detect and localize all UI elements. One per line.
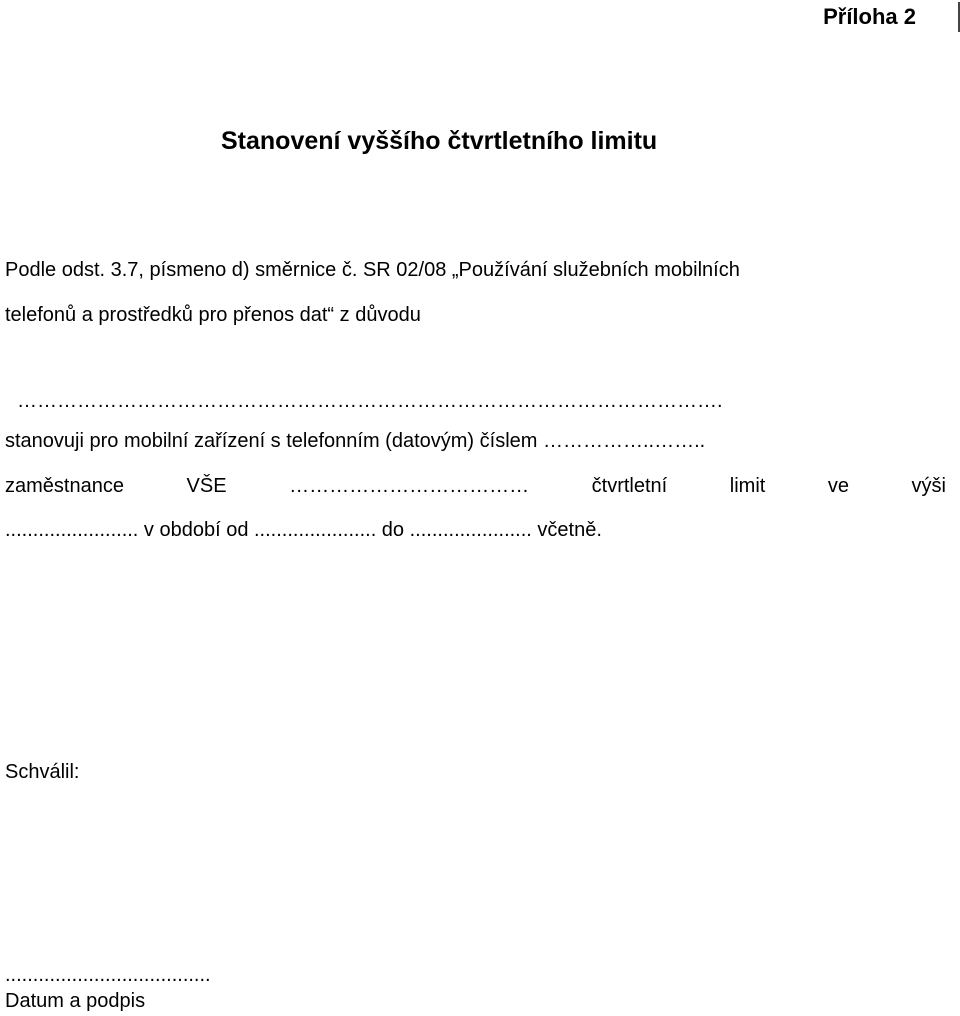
line4-word: výši: [911, 475, 946, 497]
paragraph-line-2: telefonů a prostředků pro přenos dat“ z důvodu: [5, 304, 421, 326]
signature-label: Datum a podpis: [5, 990, 146, 1012]
line4-word: VŠE: [186, 475, 227, 497]
line4-word: zaměstnance: [5, 475, 124, 497]
employee-fill-line: ………………………………: [289, 475, 530, 497]
paragraph-line-1: Podle odst. 3.7, písmeno d) směrnice č. SR 02/08 „Používání služebních mobilních: [5, 259, 740, 281]
annex-label: Příloha 2: [823, 4, 916, 29]
approved-label: Schválil:: [5, 761, 80, 783]
reason-fill-line: …………………………………………………………………………………………….: [17, 390, 723, 412]
document-title: Stanovení vyššího čtvrtletního limitu: [221, 127, 658, 155]
signature-fill-line: .....................................: [5, 964, 211, 986]
line4-word: čtvrtletní: [591, 475, 668, 497]
paragraph-line-5: ........................ v období od ...................... do ...................... včetně.: [5, 519, 602, 541]
paragraph-line-4: [5, 474, 946, 498]
line4-word: ve: [827, 475, 849, 497]
paragraph-line-3: stanovuji pro mobilní zařízení s telefonním (datovým) číslem ……………..……..: [5, 430, 706, 452]
line4-word: limit: [729, 475, 766, 497]
